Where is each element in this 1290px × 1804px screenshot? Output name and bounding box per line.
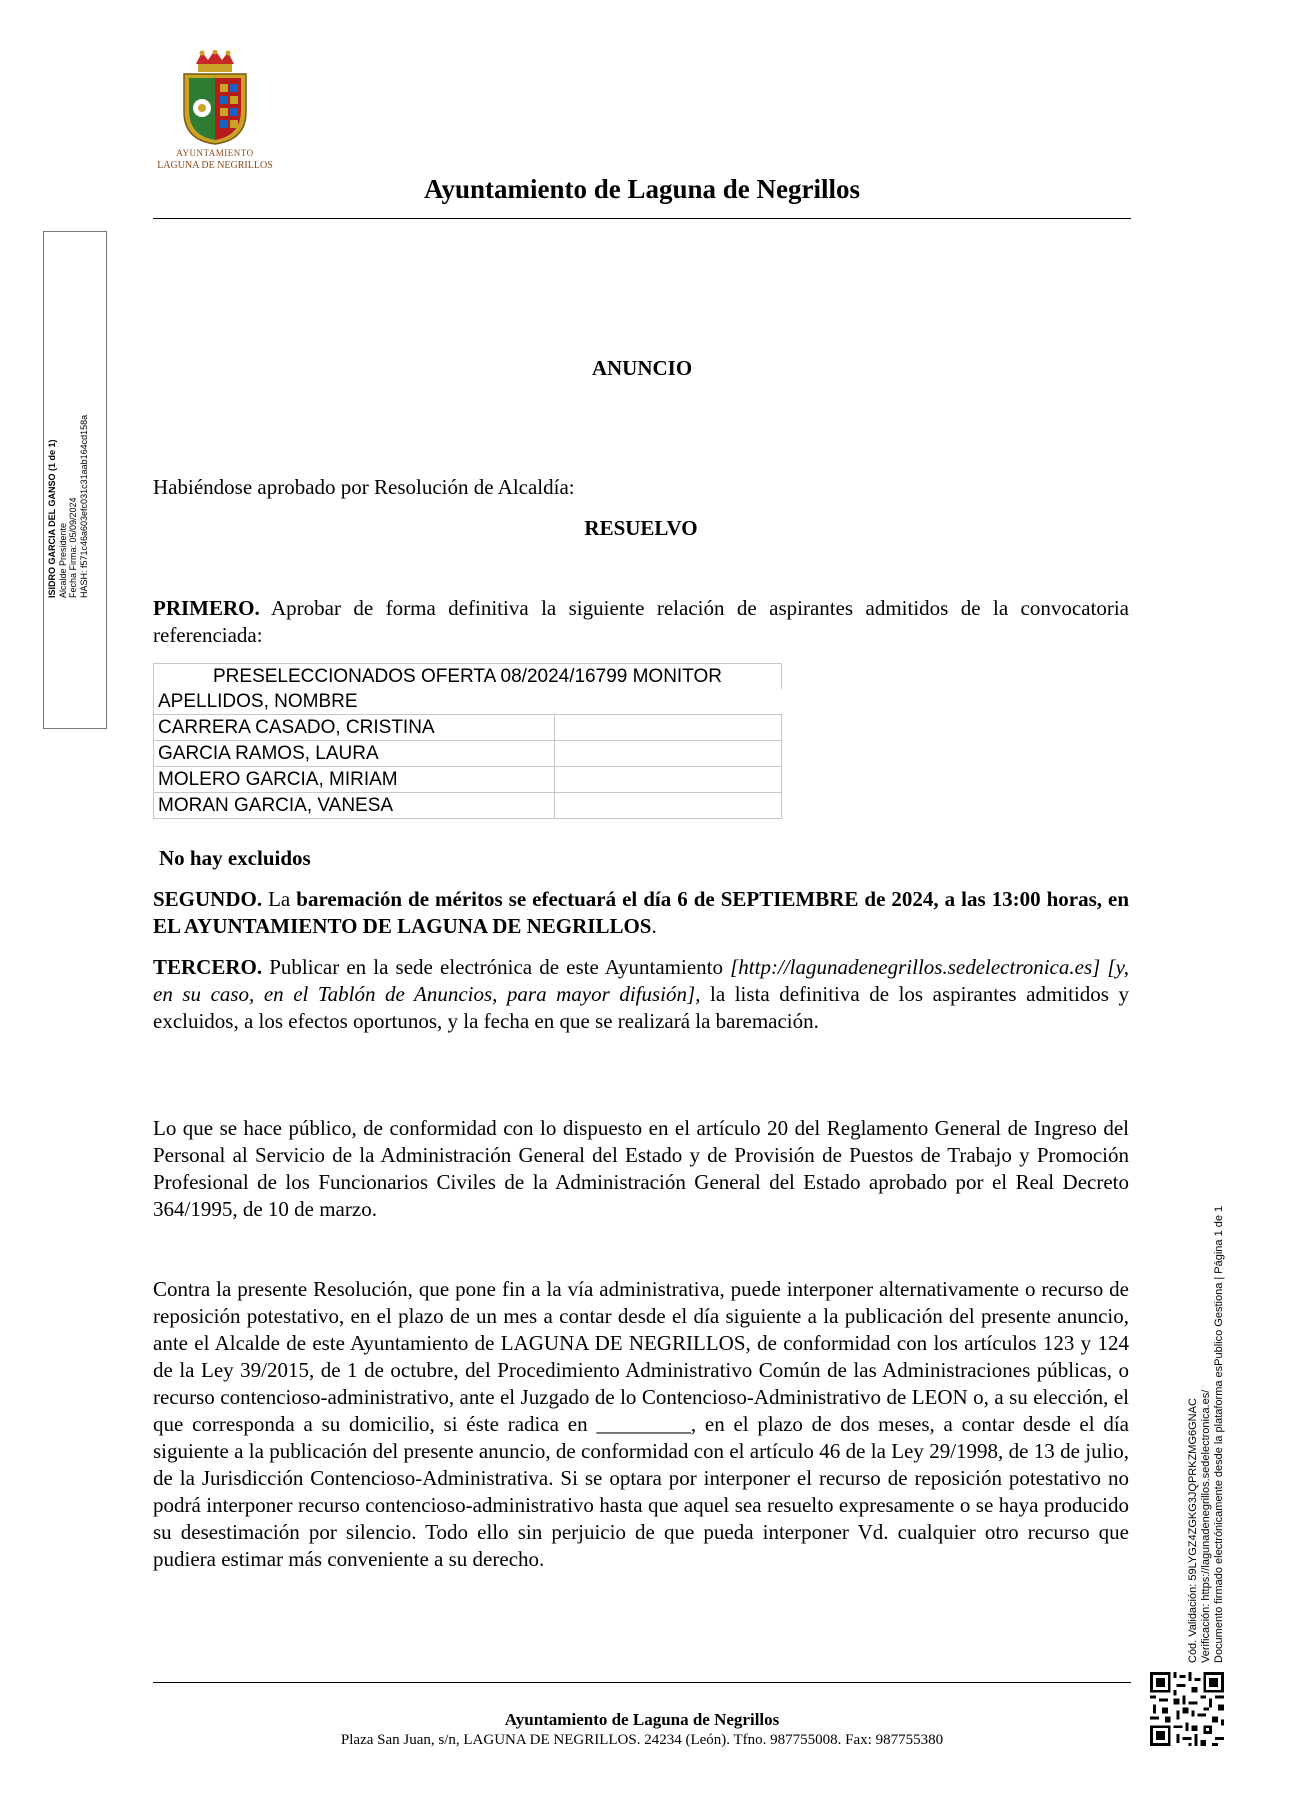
footer-address: Plaza San Juan, s/n, LAGUNA DE NEGRILLOS. 24234 (León). Tfno. 987755008. Fax: 987755380 bbox=[340, 1732, 944, 1748]
logo-text-municipality: LAGUNA DE NEGRILLOS bbox=[157, 160, 273, 171]
tercero-url-text: [http://lagunadenegrillos.sedelectronica.es] [y, en su caso, en el Tablón de Anuncios, para mayor difusión], bbox=[153, 955, 1129, 1006]
segundo-label: SEGUNDO. bbox=[153, 887, 263, 911]
qr-code-icon bbox=[1150, 1672, 1224, 1746]
primero-paragraph bbox=[153, 595, 1129, 649]
table-row bbox=[154, 793, 782, 819]
table-row bbox=[154, 715, 782, 741]
candidate-name: CARRERA CASADO, CRISTINA bbox=[154, 715, 555, 741]
table-cell-empty bbox=[555, 741, 782, 767]
publicacion-paragraph: Lo que se hace público, de conformidad con lo dispuesto en el artículo 20 del Reglamento General de Ingreso del Personal al Servicio de la Administración General del Estado y de Provisión de Puestos de Trabajo y Promoción Profesional de los Funcionarios Civiles de la Administración General del Estado aprobado por el Real Decreto 364/1995, de 10 de marzo. bbox=[153, 1116, 1129, 1221]
signature-date: Fecha Firma: 05/09/2024 bbox=[68, 497, 78, 598]
tercero-label: TERCERO. bbox=[153, 955, 263, 979]
signer-role: Alcalde Presidente bbox=[57, 522, 68, 598]
segundo-la: La bbox=[268, 887, 291, 911]
tercero-paragraph bbox=[153, 954, 1129, 1035]
table-cell-empty bbox=[555, 715, 782, 741]
candidate-name: MOLERO GARCIA, MIRIAM bbox=[154, 767, 555, 793]
page-header-title: Ayuntamiento de Laguna de Negrillos bbox=[423, 174, 861, 204]
recurso-paragraph: Contra la presente Resolución, que pone fin a la vía administrativa, puede interponer alternativamente o recurso de reposición potestativo, en el plazo de un mes a contar desde el día siguiente a la publicación del presente anuncio, ante el Alcalde de este Ayuntamiento de LAGUNA DE NEGRILLOS, de conformidad con los artículos 123 y 124 de la Ley 39/2015, de 1 de octubre, del Procedimiento Administrativo Común de las Administraciones públicas, o recurso contencioso-administrativo, ante el Juzgado de lo Contencioso-Administrativo de LEON o, a su elección, el que corresponda a su domicilio, si éste radica en _________, en el plazo de dos meses, a contar desde el día siguiente a la publicación del presente anuncio, de conformidad con el artículo 46 de la Ley 29/1998, de 13 de julio, de la Jurisdicción Contencioso-Administrativa. Si se optara por interponer el recurso de reposición potestativo no podrá interponer recurso contencioso-administrativo hasta que aquel sea resuelto expresamente o se haya producido su desestimación por silencio. Todo ello sin perjuicio de que pueda interponer Vd. cualquier otro recurso que pudiera estimar más conveniente a su derecho. bbox=[153, 1277, 1129, 1571]
intro-paragraph: Habiéndose aprobado por Resolución de Alcaldía: bbox=[153, 475, 575, 499]
coat-of-arms-icon bbox=[178, 50, 252, 146]
table-cell-empty bbox=[555, 793, 782, 819]
table-cell-empty bbox=[555, 767, 782, 793]
table-row bbox=[154, 767, 782, 793]
table-header: PRESELECCIONADOS OFERTA 08/2024/16799 MONITOR bbox=[154, 664, 782, 690]
table-row bbox=[154, 741, 782, 767]
column-header-name: APELLIDOS, NOMBRE bbox=[154, 689, 555, 715]
footer-organization: Ayuntamiento de Laguna de Negrillos bbox=[504, 1710, 780, 1729]
primero-text: Aprobar de forma definitiva la siguiente relación de aspirantes admitidos de la convocatoria referenciada: bbox=[153, 596, 1129, 647]
candidate-name: MORAN GARCIA, VANESA bbox=[154, 793, 555, 819]
signature-hash: HASH: f571c46a603efc031c31aab164cd158a bbox=[78, 414, 89, 598]
segundo-end: . bbox=[651, 914, 657, 938]
tercero-rest: la lista definitiva de los aspirantes admitidos y excluidos, a los efectos oportunos, y la fecha en que se realizará la baremación. bbox=[153, 982, 1130, 1033]
logo-text-ayuntamiento: AYUNTAMIENTO bbox=[176, 148, 254, 158]
validation-code: Cód. Validación: 59LYGZ4ZGKG3JQPRKZMG6GNAC bbox=[1187, 1398, 1199, 1663]
footer-divider bbox=[153, 1682, 1131, 1683]
tercero-publicar: Publicar en la sede electrónica de este Ayuntamiento bbox=[269, 955, 723, 979]
coat-of-arms-logo bbox=[150, 50, 280, 176]
column-header-empty bbox=[555, 689, 782, 715]
verification-stamp bbox=[1187, 1103, 1226, 1663]
no-excluded-note: No hay excluidos bbox=[159, 846, 311, 870]
primero-label: PRIMERO. bbox=[153, 596, 260, 620]
document-title: ANUNCIO bbox=[591, 356, 693, 380]
header-divider bbox=[153, 218, 1131, 219]
candidate-name: GARCIA RAMOS, LAURA bbox=[154, 741, 555, 767]
signer-name: ISIDRO GARCIA DEL GANSO (1 de 1) bbox=[47, 439, 57, 598]
admitted-candidates-table bbox=[153, 663, 782, 819]
platform-note: Documento firmado electrónicamente desde la plataforma esPublico Gestiona | Página 1 de 1 bbox=[1213, 1205, 1225, 1663]
signature-stamp bbox=[47, 102, 89, 598]
resuelvo-heading: RESUELVO bbox=[584, 516, 698, 540]
verification-url: Verificación: https://lagunadenegrillos.sedelectronica.es/ bbox=[1200, 1389, 1212, 1663]
segundo-paragraph bbox=[153, 886, 1129, 940]
segundo-text: baremación de méritos se efectuará el día 6 de SEPTIEMBRE de 2024, a las 13:00 horas, en EL AYUNTAMIENTO DE LAGUNA DE NEGRILLOS bbox=[153, 887, 1130, 938]
